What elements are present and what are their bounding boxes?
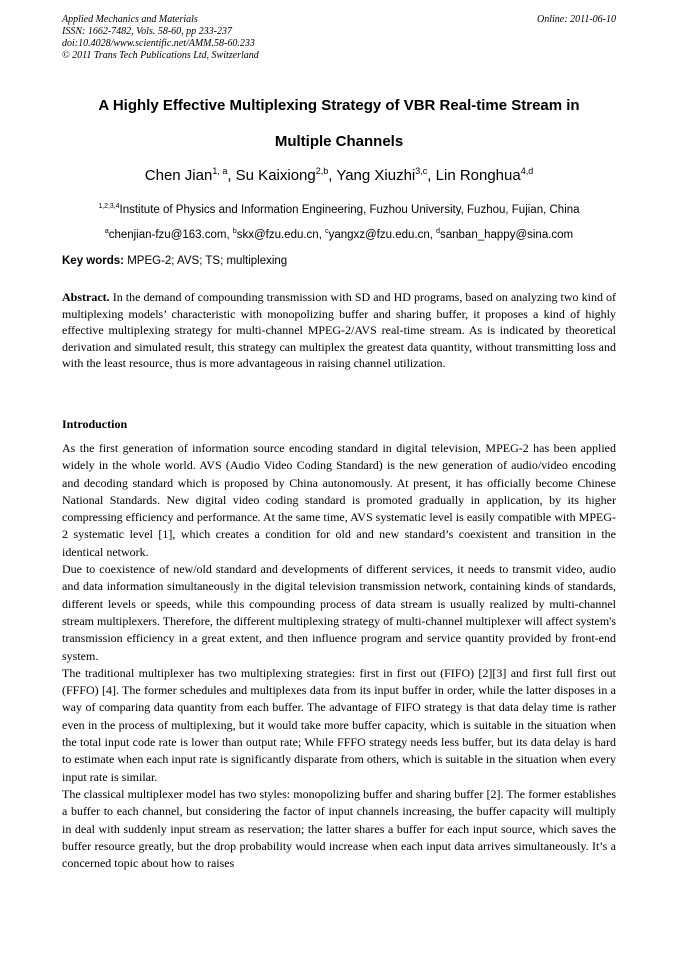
doi-line: doi:10.4028/www.scientific.net/AMM.58-60.233 xyxy=(62,38,255,49)
title-line-2: Multiple Channels xyxy=(274,133,404,150)
email-address: sanban_happy@sina.com xyxy=(439,228,574,241)
author-affil-marker: 4,d xyxy=(520,166,534,176)
author-name: Chen Jian xyxy=(144,167,213,184)
online-date: Online: 2011-06-10 xyxy=(537,14,616,25)
body-paragraph: Due to coexistence of new/old standard and developments of different services, it needs to transmit video, audio and data information simultaneously in the digital television transmission network, containing kinds of standards, different levels or speeds, while this compounding process of data stream is usually realized by multi-channel stream multiplexers. Therefore, the different multiplexing strategy of multi-channel multiplexer will affect system's transmission efficiency in a great extent, and then influence program and service quantity provided by front-end system. xyxy=(62,562,617,663)
author-affil-marker: 1, a xyxy=(212,166,228,176)
body-paragraph: As the first generation of information source encoding standard in digital television, MPEG-2 has been applied widely in the whole world. AVS (Audio Video Coding Standard) is the new generation of audio/video encoding and decoding standard which is proposed by China autonomously. At present, it has officially become Chinese National Standards. New digital video coding standard is promoted gradually in application, by its higher compressing efficiency and performance. At the same time, AVS systematic level is easily compatible with MPEG-2 systematic level [1], which creates a condition for old and new standard’s coexistent and transition in the identical network. xyxy=(62,441,616,559)
affiliation xyxy=(62,203,616,216)
email-list: $^a$chenjian-fzu@163.com, $^b$skx@fzu.edu.cn, $^c$yangxz@fzu.edu.cn, $^d$sanban_happy@sina.com xyxy=(104,228,574,241)
body-paragraph: The classical multiplexer model has two styles: monopolizing buffer and sharing buffer [2]. The former establishes a buffer to each channel, but considering the factor of input channels increasing, the buffer capacity will multiply in deal with suddenly input stream as reservation; the latter shares a buffer for each input source, which saves the buffer resource greatly, but the drop probability would increase when each input data arrives simultaneously. It’s a concerned topic about how to raises xyxy=(62,786,616,871)
affiliation-marker: 1,2,3,4 xyxy=(98,203,120,210)
introduction-body xyxy=(62,440,616,872)
keywords-text: MPEG-2; AVS; TS; multiplexing xyxy=(127,255,288,267)
abstract-text: In the demand of compounding transmission with SD and HD programs, based on analyzing two kind of multiplexing models’ characteristic with monopolizing buffer and sharing buffer, it proposes a kind of highly effective multiplexing strategy for multi-channel MPEG-2/AVS real-time stream. As is indicated by theoretical derivation and simulated result, this strategy can multiplex the greatest data quantity, without transmitting loss and with the least resource, thus is more advantageous in raising channel utilization. xyxy=(62,290,617,371)
author-name: Yang Xiuzhi xyxy=(336,167,416,184)
journal-name: Applied Mechanics and Materials xyxy=(62,14,198,25)
author-name: Lin Ronghua xyxy=(435,167,521,184)
affiliation-text: Institute of Physics and Information Engineering, Fuzhou University, Fuzhou, Fujian, China xyxy=(119,203,580,216)
title-line-1: A Highly Effective Multiplexing Strategy of VBR Real-time Stream in xyxy=(98,97,580,114)
keywords xyxy=(62,255,616,267)
section-heading: Introduction xyxy=(62,417,128,431)
email-address: yangxz@fzu.edu.cn xyxy=(328,228,430,241)
author-affil-marker: 3,c xyxy=(415,166,428,176)
abstract xyxy=(62,289,616,372)
author-list: Chen Jian$^{1, a}$, Su Kaixiong$^{2,b}$, Yang Xiuzhi$^{3,c}$, Lin Ronghua$^{4,d}$ xyxy=(144,166,534,184)
issn-line: ISSN: 1662-7482, Vols. 58-60, pp 233-237 xyxy=(62,26,232,37)
email-marker: d xyxy=(436,228,440,235)
body-paragraph: The traditional multiplexer has two multiplexing strategies: first in first out (FIFO) [2][3] and first full first out (FFFO) [4]. The former schedules and multiplexes data from its input buffer in order, while the latter disposes in a way of comparing data quantity from each buffer. The advantage of FIFO strategy is that data delay time is rather even in the process of multiplexing, but it would take more buffer capacity, which is suitable in the situation when the total input code rate is lower than output rate; While FFFO strategy needs less buffer, but its data delay is hard to estimate when each input rate is significantly disparate from others, which is suitable in the situation when every input rate is similar. xyxy=(62,665,616,784)
author-name: Su Kaixiong xyxy=(235,167,316,184)
email-address: chenjian-fzu@163.com xyxy=(108,228,227,241)
email-marker: b xyxy=(232,228,237,235)
journal-header xyxy=(62,14,616,62)
email-marker: c xyxy=(325,228,329,235)
paper-title xyxy=(62,88,616,160)
abstract-label: Abstract. xyxy=(62,290,110,304)
email-address: skx@fzu.edu.cn xyxy=(236,228,319,241)
email-marker: a xyxy=(104,228,109,235)
keywords-label: Key words: xyxy=(62,255,124,267)
copyright-line: © 2011 Trans Tech Publications Ltd, Switzerland xyxy=(62,50,259,61)
author-affil-marker: 2,b xyxy=(315,166,329,176)
